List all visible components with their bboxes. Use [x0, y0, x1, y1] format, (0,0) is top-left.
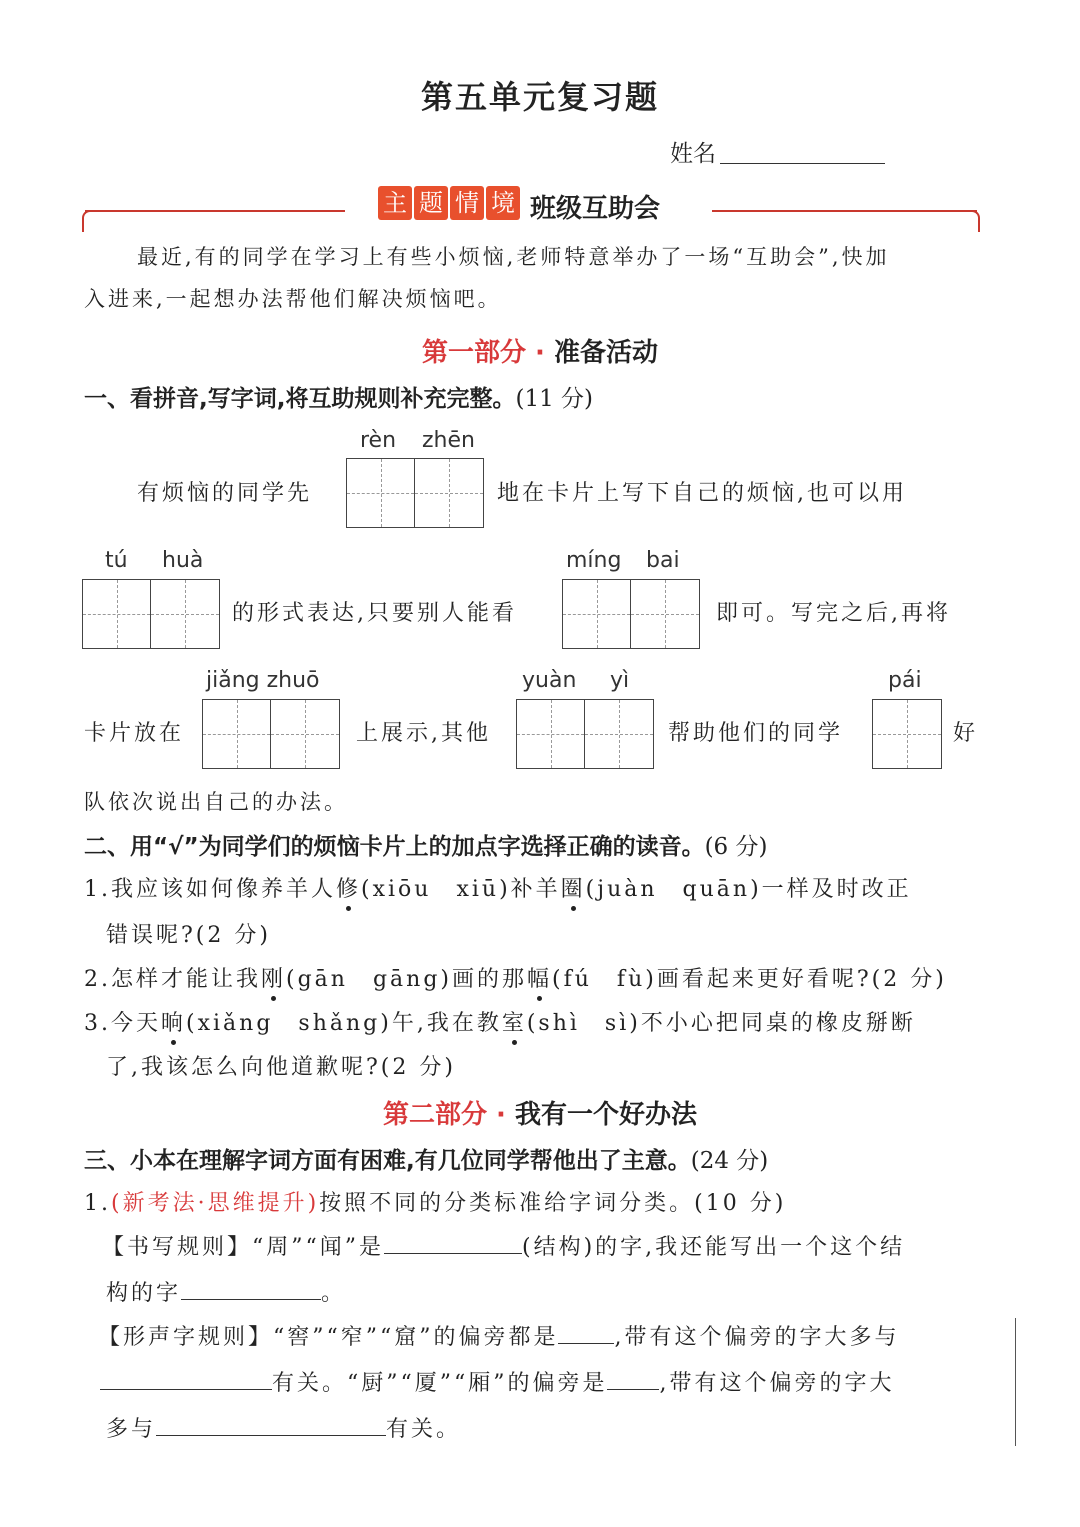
- q3-item-1-text: 按照不同的分类标准给字词分类。(10 分): [319, 1191, 787, 1216]
- q3-rule-2-cont2: [106, 1412, 461, 1443]
- writing-cell[interactable]: [873, 700, 941, 768]
- question-1-text: 一、看拼音,写字词,将互助规则补充完整。: [84, 386, 516, 412]
- rule-2-text-d: ,带有这个偏旁的字大: [659, 1371, 895, 1396]
- rule-1-text-c: 构的字: [106, 1281, 182, 1306]
- theme-tag-char: 主: [378, 186, 412, 220]
- q2-item-3-options-b[interactable]: (shì sì)不小心把同桌的橡皮掰断: [526, 1011, 916, 1036]
- question-3-score: (24 分): [690, 1148, 769, 1174]
- answer-blank[interactable]: [100, 1389, 272, 1390]
- q1-row2-mid: 的形式表达,只要别人能看: [232, 601, 517, 626]
- dotted-char: 幅: [527, 962, 552, 993]
- rule-2-text-c: 有关。“厨”“厦”“厢”的偏旁是: [272, 1371, 608, 1396]
- writing-box-yuanyi[interactable]: [516, 699, 654, 769]
- question-2-text: 二、用“√”为同学们的烦恼卡片上的加点字选择正确的读音。: [84, 834, 705, 860]
- theme-tag-char: 境: [486, 186, 520, 220]
- rule-2-text-f: 有关。: [386, 1417, 462, 1442]
- q3-rule-2-cont: [100, 1366, 894, 1397]
- pinyin-jiangzhuo: jiǎng zhuō: [206, 668, 320, 693]
- intro-line-2: 入进来,一起想办法帮他们解决烦恼吧。: [84, 287, 502, 311]
- q1-row4: 队依次说出自己的办法。: [84, 790, 348, 814]
- pinyin-bai: bai: [646, 548, 680, 573]
- q2-item-3-text: 3.今天: [84, 1011, 161, 1036]
- pinyin-pai: pái: [888, 668, 922, 693]
- pinyin-ming: míng: [566, 548, 622, 573]
- pinyin-hua: huà: [162, 548, 204, 573]
- part-1-label: 第一部分: [421, 338, 526, 368]
- intro-line-1: 最近,有的同学在学习上有些小烦恼,老师特意举办了一场“互助会”,快加: [137, 245, 890, 269]
- pinyin-tu: tú: [105, 548, 128, 573]
- q2-item-2: [84, 962, 947, 993]
- q2-item-1-options-a[interactable]: (xiōu xiū)补羊: [361, 877, 561, 902]
- part-2-sep: ·: [496, 1100, 506, 1130]
- writing-box-pai[interactable]: [872, 699, 942, 769]
- theme-divider-right: [712, 210, 977, 212]
- writing-cell[interactable]: [631, 580, 699, 648]
- q3-item-1-num: 1.: [84, 1191, 111, 1216]
- theme-tag-char: 情: [450, 186, 484, 220]
- dotted-char: 晌: [161, 1006, 186, 1037]
- part-1-sep: ·: [535, 338, 545, 368]
- q1-row1-post: 地在卡片上写下自己的烦恼,也可以用: [497, 481, 907, 506]
- q2-item-1: [84, 872, 912, 903]
- theme-divider-left-end: [82, 210, 90, 232]
- question-3-heading: [84, 1142, 768, 1175]
- q1-row3-post: 好: [953, 721, 979, 746]
- pinyin-yi: yì: [610, 668, 630, 693]
- rule-2-text-e: 多与: [106, 1417, 157, 1442]
- q2-item-1-options-b[interactable]: (juàn quān)一样及时改正: [585, 877, 912, 902]
- q3-item-1: [84, 1186, 786, 1217]
- q1-row3-pre: 卡片放在: [84, 721, 185, 746]
- writing-cell[interactable]: [83, 580, 151, 648]
- rule-1-text-b: (结构)的字,我还能写出一个这个结: [522, 1235, 906, 1260]
- q3-rule-1: [102, 1230, 905, 1261]
- q2-item-1-text: 1.我应该如何像养羊人: [84, 877, 336, 902]
- q2-item-1-cont: 错误呢?(2 分): [106, 923, 271, 948]
- dotted-char: 刚: [261, 962, 286, 993]
- writing-cell[interactable]: [271, 700, 339, 768]
- theme-tag-char: 题: [414, 186, 448, 220]
- part-2-label: 第二部分: [382, 1100, 487, 1130]
- part-1-heading: [0, 332, 1080, 369]
- question-2-score: (6 分): [704, 834, 768, 860]
- pinyin-zhen: zhēn: [422, 428, 475, 453]
- writing-cell[interactable]: [517, 700, 585, 768]
- writing-box-tuhua[interactable]: [82, 579, 220, 649]
- writing-cell[interactable]: [203, 700, 271, 768]
- answer-blank[interactable]: [558, 1343, 614, 1344]
- rule-2-text-a: 【形声字规则】“窖”“窄”“窟”的偏旁都是: [98, 1325, 559, 1350]
- q3-item-1-tag: (新考法·思维提升): [111, 1191, 320, 1216]
- name-field[interactable]: [720, 163, 885, 164]
- rule-1-text-a: 【书写规则】“周”“闻”是: [102, 1235, 384, 1260]
- q2-item-2-text: 2.怎样才能让我: [84, 967, 261, 992]
- q3-rule-1-cont: [106, 1276, 346, 1307]
- pinyin-ren: rèn: [360, 428, 397, 453]
- question-1-heading: [84, 380, 593, 413]
- part-2-heading: [0, 1094, 1080, 1131]
- page-edge-line: [1015, 1318, 1016, 1446]
- writing-cell[interactable]: [415, 459, 483, 527]
- question-3-text: 三、小本在理解字词方面有困难,有几位同学帮他出了主意。: [84, 1148, 691, 1174]
- page-title: 第五单元复习题: [420, 78, 659, 116]
- theme-title: 班级互助会: [530, 194, 661, 224]
- q2-item-3-cont: 了,我该怎么向他道歉呢?(2 分): [106, 1055, 456, 1080]
- writing-box-mingbai[interactable]: [562, 579, 700, 649]
- q3-rule-2: [98, 1320, 899, 1351]
- pinyin-yuan: yuàn: [522, 668, 577, 693]
- q2-item-2-options-a[interactable]: (gān gāng)画的那: [286, 967, 528, 992]
- q1-row2-post: 即可。写完之后,再将: [716, 601, 951, 626]
- theme-tag: [378, 186, 522, 222]
- answer-blank[interactable]: [156, 1435, 386, 1436]
- writing-box-jiangzhuo[interactable]: [202, 699, 340, 769]
- theme-divider-left: [85, 210, 345, 212]
- question-2-heading: [84, 828, 767, 861]
- q1-row3-mid1: 上展示,其他: [356, 721, 491, 746]
- writing-cell[interactable]: [151, 580, 219, 648]
- answer-blank[interactable]: [607, 1389, 659, 1390]
- q2-item-2-options-b[interactable]: (fú fù)画看起来更好看呢?(2 分): [552, 967, 947, 992]
- q1-row3-mid2: 帮助他们的同学: [668, 721, 844, 746]
- dotted-char: 圈: [561, 872, 586, 903]
- q1-row1-pre: 有烦恼的同学先: [137, 481, 313, 506]
- q2-item-3-options-a[interactable]: (xiǎng shǎng)午,我在教: [186, 1011, 502, 1036]
- answer-blank[interactable]: [384, 1253, 522, 1254]
- writing-cell[interactable]: [585, 700, 653, 768]
- rule-2-text-b: ,带有这个偏旁的字大多与: [614, 1325, 900, 1350]
- theme-divider-right-end: [972, 210, 980, 232]
- part-2-title: 我有一个好办法: [515, 1100, 698, 1130]
- answer-blank[interactable]: [181, 1299, 321, 1300]
- writing-cell[interactable]: [563, 580, 631, 648]
- dotted-char: 修: [336, 872, 361, 903]
- writing-cell[interactable]: [347, 459, 415, 527]
- writing-box-renzhen[interactable]: [346, 458, 484, 528]
- part-1-title: 准备活动: [554, 338, 659, 368]
- name-label: 姓名: [670, 141, 716, 167]
- q2-item-3: [84, 1006, 916, 1037]
- rule-1-text-d: 。: [321, 1281, 347, 1306]
- question-1-score: (11 分): [515, 386, 594, 412]
- dotted-char: 室: [502, 1006, 527, 1037]
